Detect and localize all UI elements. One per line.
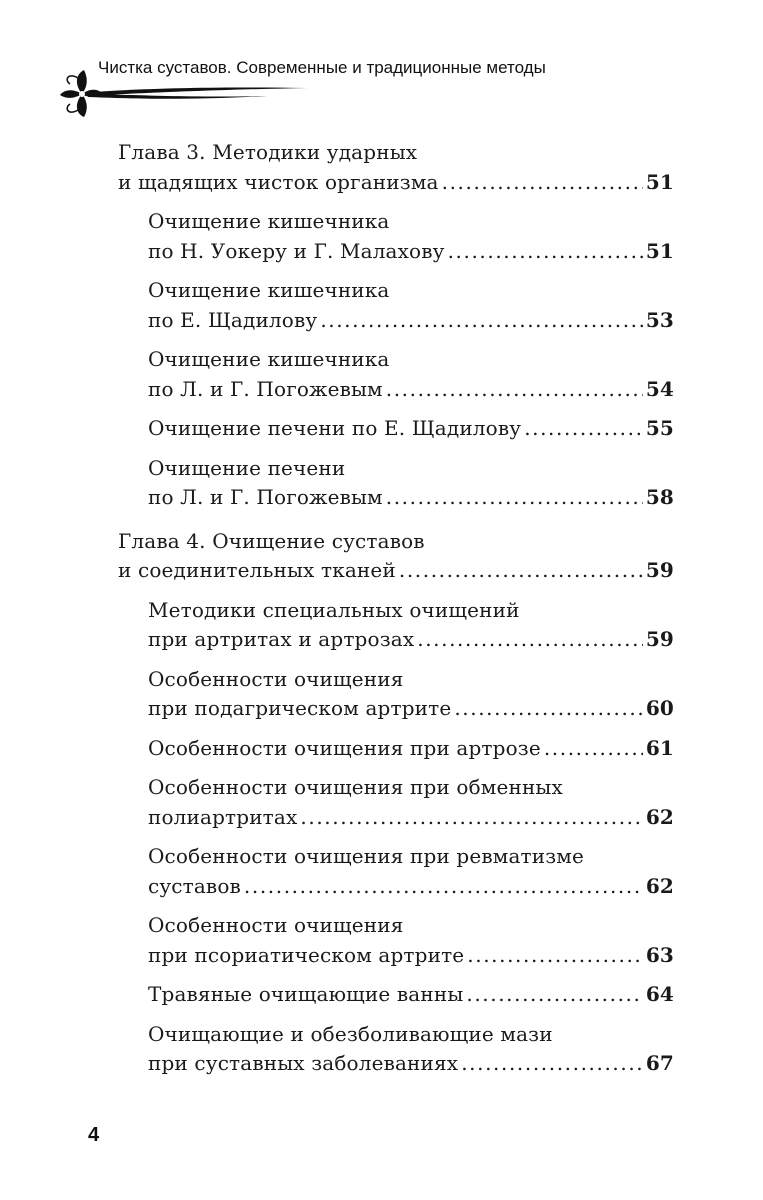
toc-entry-row [148, 734, 674, 764]
toc-entry-row [148, 375, 674, 405]
toc-entry-row [148, 414, 674, 444]
toc-section-entry [118, 980, 674, 1010]
toc-section-entry [118, 454, 674, 513]
toc-section-entry [118, 345, 674, 404]
toc-section-entry [118, 734, 674, 764]
floral-ornament-icon [58, 68, 308, 118]
toc-entry-row [118, 556, 674, 586]
dot-leader [467, 941, 643, 971]
toc-page-number: 64 [645, 982, 674, 1006]
toc-page-number: 60 [645, 696, 674, 720]
dot-leader [448, 237, 643, 267]
dot-leader [454, 694, 643, 724]
dot-leader [320, 306, 643, 336]
toc-section-entry [118, 665, 674, 724]
toc-page-number: 62 [645, 873, 674, 898]
toc-section-entry [118, 773, 674, 832]
toc-entry-title-line: Очищение кишечника [148, 347, 390, 371]
toc-page-number: 58 [645, 485, 674, 509]
toc-entry-title-line: при артритах и артрозах [148, 627, 415, 651]
toc-page-number: 55 [645, 416, 674, 440]
toc-section-entry [118, 414, 674, 444]
toc-entry-title-line: Особенности очищения [148, 913, 404, 937]
toc-section-entry [118, 207, 674, 266]
dot-leader [386, 375, 643, 405]
toc-page-number: 51 [645, 169, 674, 194]
toc-page-number: 59 [645, 627, 674, 651]
toc-entry-row [118, 168, 674, 198]
toc-section-entry [118, 842, 674, 901]
toc-entry-row [148, 941, 674, 971]
toc-entry-row [148, 694, 674, 724]
dot-leader [461, 1049, 643, 1079]
toc-entry-title-line: полиартритах [148, 804, 298, 829]
toc-entry-title-line: по Н. Уокеру и Г. Малахову [148, 238, 445, 263]
toc-page-number: 54 [645, 376, 674, 401]
dot-leader [417, 625, 643, 655]
table-of-contents [118, 138, 674, 1089]
toc-entry-title-line: Очищающие и обезболивающие мази [148, 1021, 553, 1046]
toc-entry-title-line: суставов [148, 873, 241, 898]
toc-entry-title-line: Глава 4. Очищение суставов [118, 528, 425, 553]
toc-section-entry [118, 1020, 674, 1079]
toc-section-entry [118, 911, 674, 970]
running-header-title: Чистка суставов. Современные и традиционные методы [98, 58, 546, 77]
dot-leader [399, 556, 643, 586]
toc-entry-row [148, 625, 674, 655]
toc-entry-title-line: Особенности очищения при обменных [148, 775, 563, 799]
toc-entry-row [148, 980, 674, 1010]
page-number: 4 [88, 1124, 100, 1146]
toc-entry-title-line: Очищение печени [148, 455, 346, 480]
toc-entry-title-line: при суставных заболеваниях [148, 1051, 459, 1075]
toc-entry-row [148, 306, 674, 336]
toc-entry-title-line: по Л. и Г. Погожевым [148, 485, 383, 509]
toc-entry-title-line: Очищение печени по Е. Щадилову [148, 416, 522, 440]
dot-leader [244, 872, 643, 902]
toc-page-number: 61 [645, 735, 674, 760]
toc-section-entry [118, 276, 674, 335]
toc-entry-row [148, 237, 674, 267]
toc-chapter-entry [118, 527, 674, 586]
toc-entry-title-line: при псориатическом артрите [148, 942, 465, 967]
toc-chapter-entry [118, 138, 674, 197]
toc-page-number: 53 [645, 307, 674, 332]
toc-page-number: 51 [645, 238, 674, 263]
toc-entry-title-line: Особенности очищения [148, 666, 404, 691]
dot-leader [466, 980, 642, 1010]
dot-leader [524, 414, 643, 444]
toc-entry-title-line: Глава 3. Методики ударных [118, 140, 418, 164]
toc-entry-title-line: Особенности очищения при артрозе [148, 735, 541, 760]
toc-entry-title-line: Особенности очищения при ревматизме [148, 844, 584, 868]
dot-leader [544, 734, 643, 764]
toc-entry-row [148, 1049, 674, 1079]
toc-page-number: 63 [645, 942, 674, 967]
dot-leader [300, 803, 642, 833]
toc-entry-row [148, 803, 674, 833]
toc-entry-row [148, 872, 674, 902]
toc-page-number: 62 [645, 804, 674, 829]
toc-entry-title-line: и соединительных тканей [118, 558, 396, 582]
toc-entry-title-line: Очищение кишечника [148, 209, 390, 233]
toc-section-entry [118, 596, 674, 655]
dot-leader [386, 483, 643, 513]
toc-entry-title-line: Травяные очищающие ванны [148, 982, 464, 1006]
toc-entry-row [148, 483, 674, 513]
toc-page-number: 59 [645, 558, 674, 582]
toc-entry-title-line: Очищение кишечника [148, 278, 390, 302]
toc-page-number: 67 [645, 1051, 674, 1075]
dot-leader [442, 168, 643, 198]
toc-entry-title-line: по Е. Щадилову [148, 307, 318, 332]
toc-entry-title-line: Методики специальных очищений [148, 597, 520, 622]
toc-entry-title-line: при подагрическом артрите [148, 696, 452, 720]
toc-entry-title-line: и щадящих чисток организма [118, 169, 439, 194]
toc-entry-title-line: по Л. и Г. Погожевым [148, 376, 383, 401]
